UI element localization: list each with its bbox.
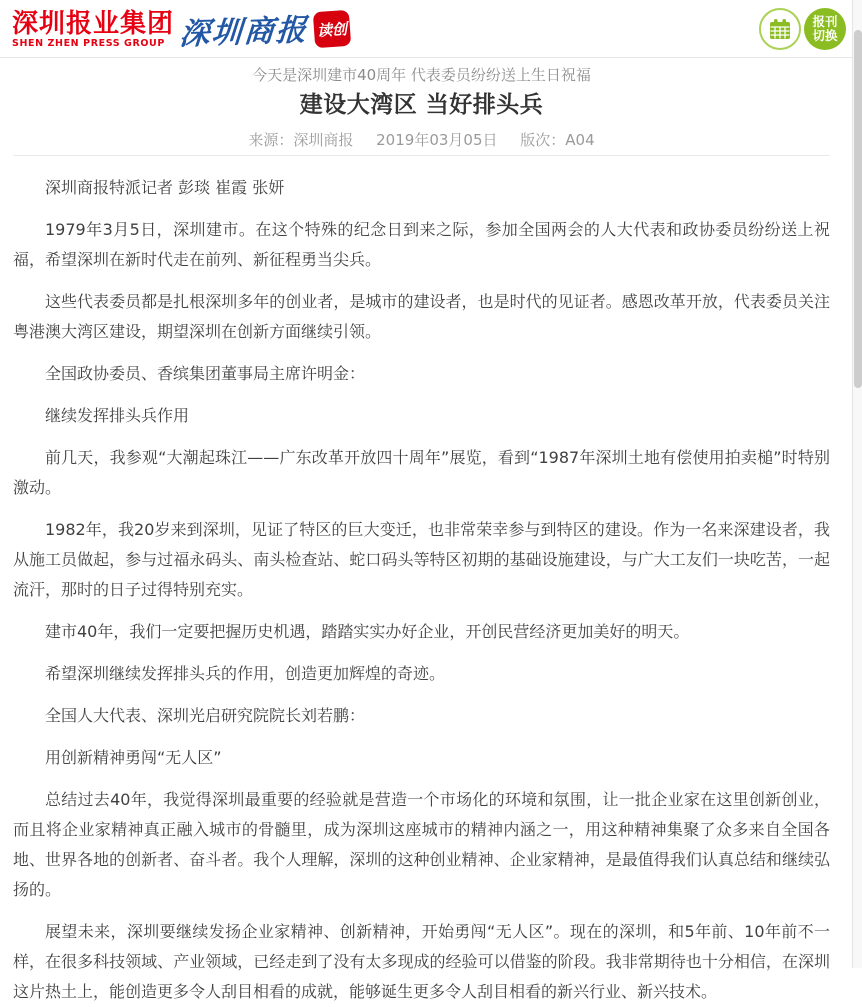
site-header — [0, 0, 862, 58]
header-actions — [759, 8, 846, 50]
article — [0, 64, 852, 1007]
article-paragraph: 这些代表委员都是扎根深圳多年的创业者，是城市的建设者，也是时代的见证者。感恩改革开放，代表委员关注粤港澳大湾区建设，期望深圳在创新方面继续引领。 — [13, 292, 830, 341]
article-meta — [13, 130, 830, 151]
article-subtitle: 今天是深圳建市40周年 代表委员纷纷送上生日祝福 — [252, 66, 591, 84]
logo-group[interactable] — [12, 7, 350, 51]
article-paragraph: 总结过去40年，我觉得深圳最重要的经验就是营造一个市场化的环境和氛围，让一批企业家在这里创新创业，而且将企业家精神真正融入城市的骨髓里，成为深圳这座城市的精神内涵之一，用这种精神集聚了众多来自全国各地、世界各地的创新者、奋斗者。我个人理解，深圳的这种创业精神、企业家精神，是最值得我们认真总结和继续弘扬的。 — [13, 790, 830, 899]
calendar-button[interactable] — [759, 8, 801, 50]
ducuang-badge: 读创 — [313, 9, 351, 47]
switch-label-line2: 切换 — [812, 27, 838, 43]
meta-edition: 版次：A04 — [520, 131, 595, 149]
meta-source: 来源：深圳商报 — [248, 131, 354, 149]
article-paragraph: 1982年，我20岁来到深圳，见证了特区的巨大变迁，也非常荣幸参与到特区的建设。作为一名来深建设者，我从施工员做起，参与过福永码头、南头检查站、蛇口码头等特区初期的基础设施建设，与广大工友们一块吃苦，一起流汗，那时的日子过得特别充实。 — [13, 520, 830, 599]
article-paragraph: 建市40年，我们一定要把握历史机遇，踏踏实实办好企业，开创民营经济更加美好的明天。 — [45, 622, 690, 641]
article-paragraph: 1979年3月5日，深圳建市。在这个特殊的纪念日到来之际，参加全国两会的人大代表和政协委员纷纷送上祝福，希望深圳在新时代走在前列、新征程勇当尖兵。 — [13, 220, 830, 269]
press-group-logo — [12, 8, 175, 49]
paper-logo: 深圳商报 — [178, 12, 310, 52]
article-paragraph: 继续发挥排头兵作用 — [45, 406, 190, 425]
vertical-scrollbar[interactable] — [852, 0, 862, 968]
article-title: 建设大湾区 当好排头兵 — [299, 92, 544, 118]
article-paragraph: 希望深圳继续发挥排头兵的作用，创造更加辉煌的奇迹。 — [45, 664, 446, 683]
article-paragraph: 前几天，我参观“大潮起珠江——广东改革开放四十周年”展览，看到“1987年深圳土地有偿使用拍卖槌”时特别激动。 — [13, 448, 830, 497]
article-paragraph: 全国人大代表、深圳光启研究院院长刘若鹏： — [45, 706, 366, 725]
article-paragraph: 全国政协委员、香缤集团董事局主席许明金： — [45, 364, 366, 383]
scrollbar-thumb[interactable] — [854, 30, 862, 388]
article-paragraph: 展望未来，深圳要继续发扬企业家精神、创新精神，开始勇闯“无人区”。现在的深圳，和5年前、10年前不一样，在很多科技领域、产业领域，已经走到了没有太多现成的经验可以借鉴的阶段。我非常期待也十分相信，在深圳这片热土上，能创造更多令人刮目相看的成就，能够诞生更多令人刮目相看的新兴行业、新兴技术。 — [13, 922, 830, 1001]
press-group-name-en: SHEN ZHEN PRESS GROUP — [12, 37, 165, 49]
newspaper-switch-button[interactable] — [804, 8, 846, 50]
meta-date: 2019年03月05日 — [376, 131, 498, 149]
article-paragraph: 用创新精神勇闯“无人区” — [45, 748, 222, 767]
switch-label-line1: 报刊 — [812, 13, 838, 29]
article-body — [13, 156, 830, 1007]
press-group-name: 深圳报业集团 — [12, 8, 175, 39]
article-paragraph: 深圳商报特派记者 彭琰 崔霞 张妍 — [45, 178, 285, 197]
calendar-icon — [767, 16, 793, 42]
